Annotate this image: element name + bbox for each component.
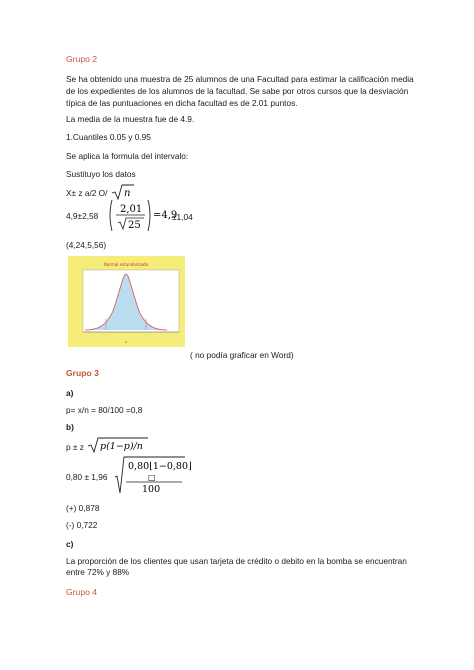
interval-text: (4,24,5,56) xyxy=(66,240,107,250)
calc-denominator: 25 xyxy=(128,220,141,231)
part-c-line-2: entre 72% y 88% xyxy=(66,567,130,577)
b-calc-numerator: 0,80⌊1−0,80⌋ xyxy=(128,461,192,472)
sqrt-n-radicand: n xyxy=(124,188,131,199)
part-c-line-1: La proporción de los clientes que usan tarjeta de crédito o debito en la bomba se encuentran xyxy=(66,556,407,566)
b-calc-denominator: 100 xyxy=(142,484,161,495)
part-a-label: a) xyxy=(66,388,74,398)
svg-text:z: z xyxy=(125,340,127,344)
quantiles-text: 1.Cuantiles 0.05 y 0.95 xyxy=(66,132,151,142)
apply-formula-text: Se aplica la formula del intervalo: xyxy=(66,151,189,161)
b-calc-box: □ xyxy=(148,473,156,482)
formula-line xyxy=(66,188,107,199)
grupo2-intro-line-2: de los expedientes de los alumnos de la facultad. Se sabe por otros cursos que la desviación xyxy=(66,86,409,96)
b-calc-prefix: 0,80 ± 1,96 xyxy=(66,472,108,482)
part-a-text: p= x/n = 80/100 =0,8 xyxy=(66,405,143,415)
calc-result: =4,9 xyxy=(153,210,178,221)
formula-prefix: X± z a/2 O/ xyxy=(66,188,108,198)
calc-fraction xyxy=(108,198,178,234)
calc-plus-minus: ±1,04 xyxy=(172,212,193,222)
plus-result: (+) 0,878 xyxy=(66,503,100,513)
part-b-label: b) xyxy=(66,422,74,432)
sample-mean-text: La media de la muestra fue de 4.9. xyxy=(66,114,195,124)
grupo2-heading: Grupo 2 xyxy=(66,54,98,64)
grupo2-intro-line-3: típica de las puntuaciones en dicha facultad es de 2.01 puntos. xyxy=(66,98,298,108)
calc-prefix: 4,9±2,58 xyxy=(66,211,99,221)
grupo4-heading: Grupo 4 xyxy=(66,587,98,597)
minus-result: (-) 0,722 xyxy=(66,520,98,530)
calc-numerator: 2,01 xyxy=(120,204,143,215)
b-sqrt-formula xyxy=(87,436,149,454)
normal-distribution-chart xyxy=(68,256,185,347)
grupo3-heading: Grupo 3 xyxy=(66,368,99,378)
b-formula-prefix: p ± z xyxy=(66,442,84,452)
b-sqrt-radicand: p(1−p)/n xyxy=(100,441,143,452)
part-c-label: c) xyxy=(66,539,74,549)
substitute-text: Sustituyo los datos xyxy=(66,169,136,179)
grupo2-intro-line-1: Se ha obtenido una muestra de 25 alumnos de una Facultad para estimar la calificación media xyxy=(66,74,414,84)
b-calc-sqrt xyxy=(114,455,192,495)
chart-caption: ( no podía graficar en Word) xyxy=(190,350,294,360)
normal-chart-svg xyxy=(68,256,185,347)
chart-title: Normal estandarizada xyxy=(103,262,149,267)
